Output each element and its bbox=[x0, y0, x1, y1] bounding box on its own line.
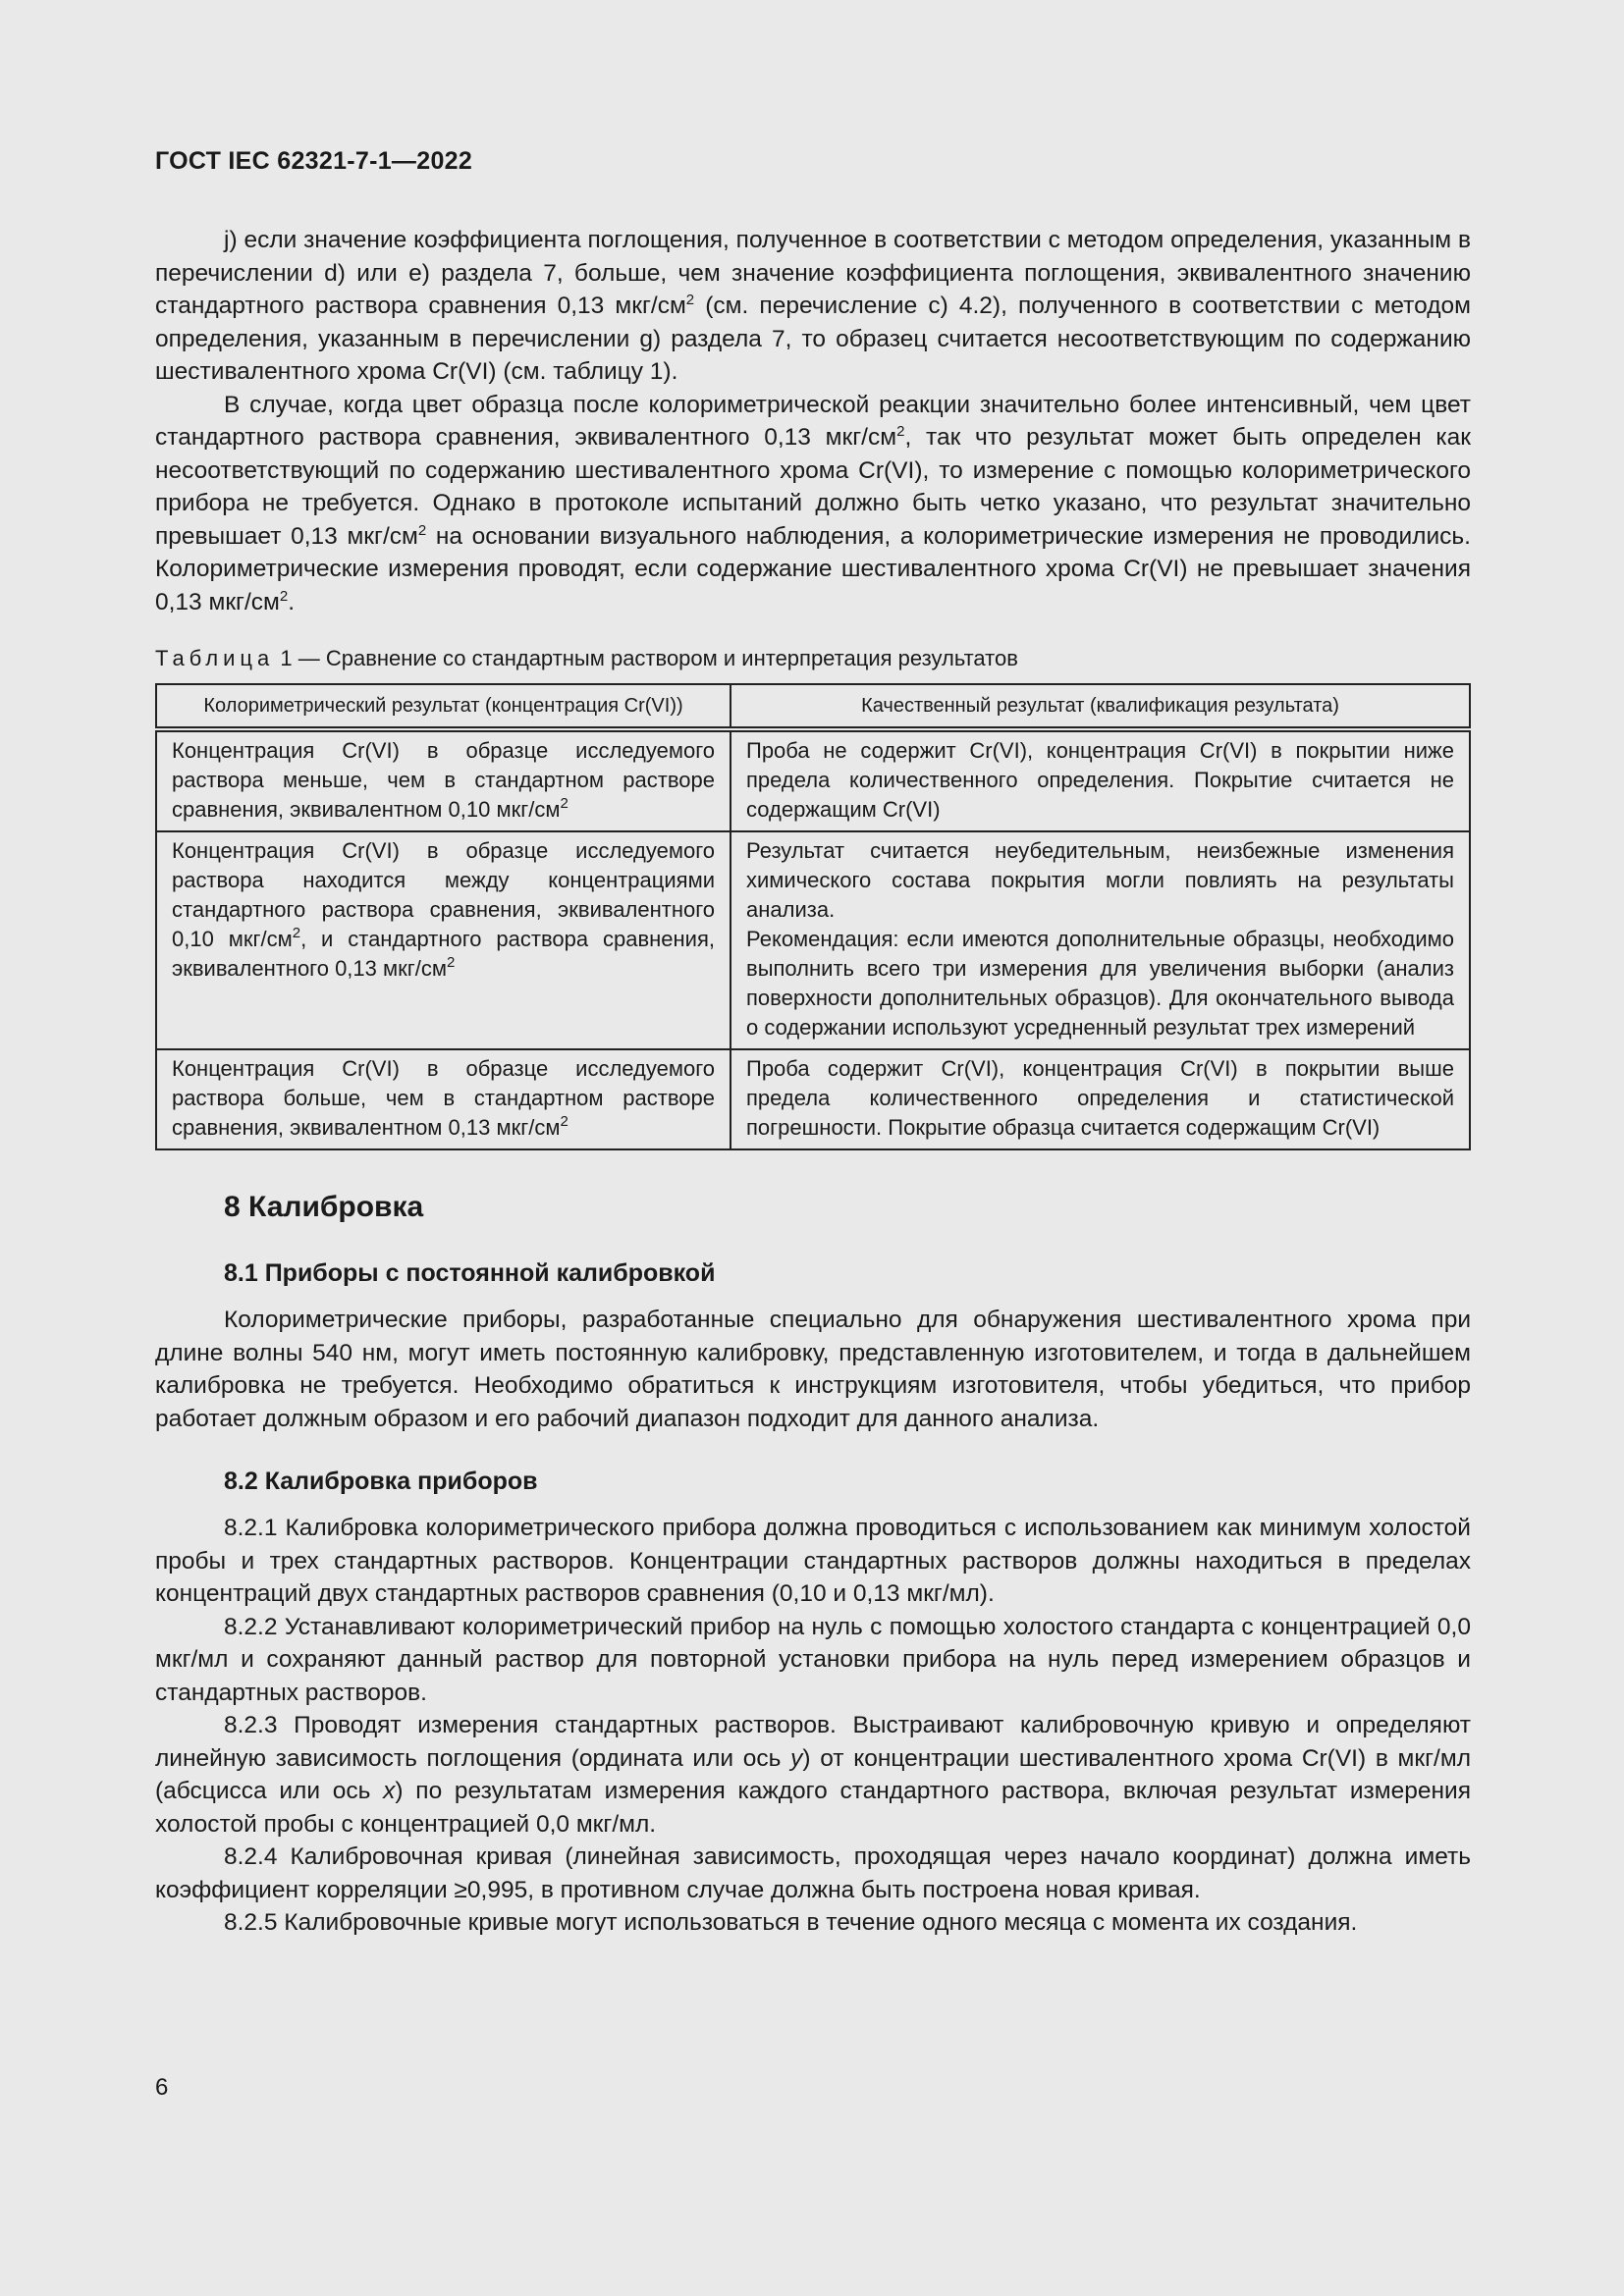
results-table bbox=[155, 683, 1471, 1150]
paragraph-j: j) если значение коэффициента поглощения, полученное в соответствии с методом определения, указанным в перечислении d) или е) раздела 7, больше, чем значение коэффициента поглощения, эквивалентного значению стандартного раствора сравнения 0,13 мкг/$см^2$ (см. перечисление с) 4.2), полученного в соответствии с методом определения, указанным в перечислении g) раздела 7, то образец считается несоответствующим по содержанию шестивалентного хрома Cr(VI) (см. таблицу 1). bbox=[155, 227, 1471, 385]
document-header: ГОСТ IEC 62321-7-1—2022 bbox=[155, 147, 473, 175]
table-cell: Проба содержит Cr(VI), концентрация Cr(VI) в покрытии выше предела количественного определения и статистической погрешности. Покрытие образца считается содержащим Cr(VI) bbox=[731, 1049, 1470, 1149]
table-cell: Концентрация Cr(VI) в образце исследуемого раствора больше, чем в стандартном растворе сравнения, эквивалентном 0,13 мкг/$см^2$ bbox=[156, 1049, 731, 1149]
page-content bbox=[155, 224, 1471, 1940]
table-row bbox=[156, 831, 1470, 1049]
paragraph-8-2-3: 8.2.3 Проводят измерения стандартных растворов. Выстраивают калибровочную кривую и определяют линейную зависимость поглощения (ордината или ось y) от концентрации шестивалентного хрома Cr(VI) в мкг/мл (абсцисса или ось x) по результатам измерения каждого стандартного раствора, включая результат измерения холостой пробы с концентрацией 0,0 мкг/мл. bbox=[155, 1712, 1471, 1838]
table-row bbox=[156, 729, 1470, 831]
table-header-row bbox=[156, 684, 1470, 729]
paragraph-8-2-1: 8.2.1 Калибровка колориметрического прибора должна проводиться с использованием как минимум холостой пробы и трех стандартных растворов. Концентрации стандартных растворов должны находиться в пределах концентраций двух стандартных растворов сравнения (0,10 и 0,13 мкг/мл). bbox=[155, 1515, 1471, 1607]
table-cell: Результат считается неубедительным, неизбежные изменения химического состава покрытия могли повлиять на результаты анализа. Рекомендация: если имеются дополнительные образцы, необходимо выполнить всего три измерения для увеличения выборки (анализ поверхности дополнительных образцов). Для окончательного вывода о содержании используют усредненный результат трех измерений bbox=[731, 831, 1470, 1049]
paragraph-case: В случае, когда цвет образца после колориметрической реакции значительно более интенсивный, чем цвет стандартного раствора сравнения, эквивалентного 0,13 мкг/$см^2$, так что результат может быть определен как несоответствующий по содержанию шестивалентного хрома Cr(VI), то измерение с помощью колориметрического прибора не требуется. Однако в протоколе испытаний должно быть четко указано, что результат значительно превышает 0,13 мкг/$см^2$ на основании визуального наблюдения, а колориметрические измерения не проводились. Колориметрические измерения проводят, если содержание шестивалентного хрома Cr(VI) не превышает значения 0,13 мкг/$см^2$. bbox=[155, 391, 1471, 615]
table-caption: Таблица 1 — Сравнение со стандартным раствором и интерпретация результатов bbox=[155, 646, 1018, 670]
paragraph-8-2-2: 8.2.2 Устанавливают колориметрический прибор на нуль с помощью холостого стандарта с концентрацией 0,0 мкг/мл и сохраняют данный раствор для повторной установки прибора на нуль перед измерением образцов и стандартных растворов. bbox=[155, 1613, 1471, 1706]
table-cell: Проба не содержит Cr(VI), концентрация Cr(VI) в покрытии ниже предела количественного определения. Покрытие считается не содержащим Cr(VI) bbox=[731, 729, 1470, 831]
page-number: 6 bbox=[155, 2074, 169, 2101]
section-8-2-title: 8.2 Калибровка приборов bbox=[224, 1468, 538, 1495]
table-header-col2: Качественный результат (квалификация результата) bbox=[731, 684, 1470, 729]
table-row bbox=[156, 1049, 1470, 1149]
table-cell: Концентрация Cr(VI) в образце исследуемого раствора находится между концентрациями стандартного раствора сравнения, эквивалентного 0,10 мкг/$см^2$, и стандартного раствора сравнения, эквивалентного 0,13 мкг/$см^2$ bbox=[156, 831, 731, 1049]
section-8-1-text: Колориметрические приборы, разработанные специально для обнаружения шестивалентного хрома при длине волны 540 нм, могут иметь постоянную калибровку, представленную изготовителем, и тогда в дальнейшем калибровка не требуется. Необходимо обратиться к инструкциям изготовителя, чтобы убедиться, что прибор работает должным образом и его рабочий диапазон подходит для данного анализа. bbox=[155, 1307, 1471, 1432]
table-header-col1: Колориметрический результат (концентрация Cr(VI)) bbox=[156, 684, 731, 729]
paragraph-8-2-4: 8.2.4 Калибровочная кривая (линейная зависимость, проходящая через начало координат) должна иметь коэффициент корреляции ≥0,995, в противном случае должна быть построена новая кривая. bbox=[155, 1843, 1471, 1903]
section-8-title: 8 Калибровка bbox=[224, 1191, 424, 1223]
paragraph-8-2-5: 8.2.5 Калибровочные кривые могут использоваться в течение одного месяца с момента их создания. bbox=[224, 1909, 1358, 1936]
section-8-1-title: 8.1 Приборы с постоянной калибровкой bbox=[224, 1259, 716, 1287]
table-cell: Концентрация Cr(VI) в образце исследуемого раствора меньше, чем в стандартном растворе сравнения, эквивалентном 0,10 мкг/$см^2$ bbox=[156, 729, 731, 831]
